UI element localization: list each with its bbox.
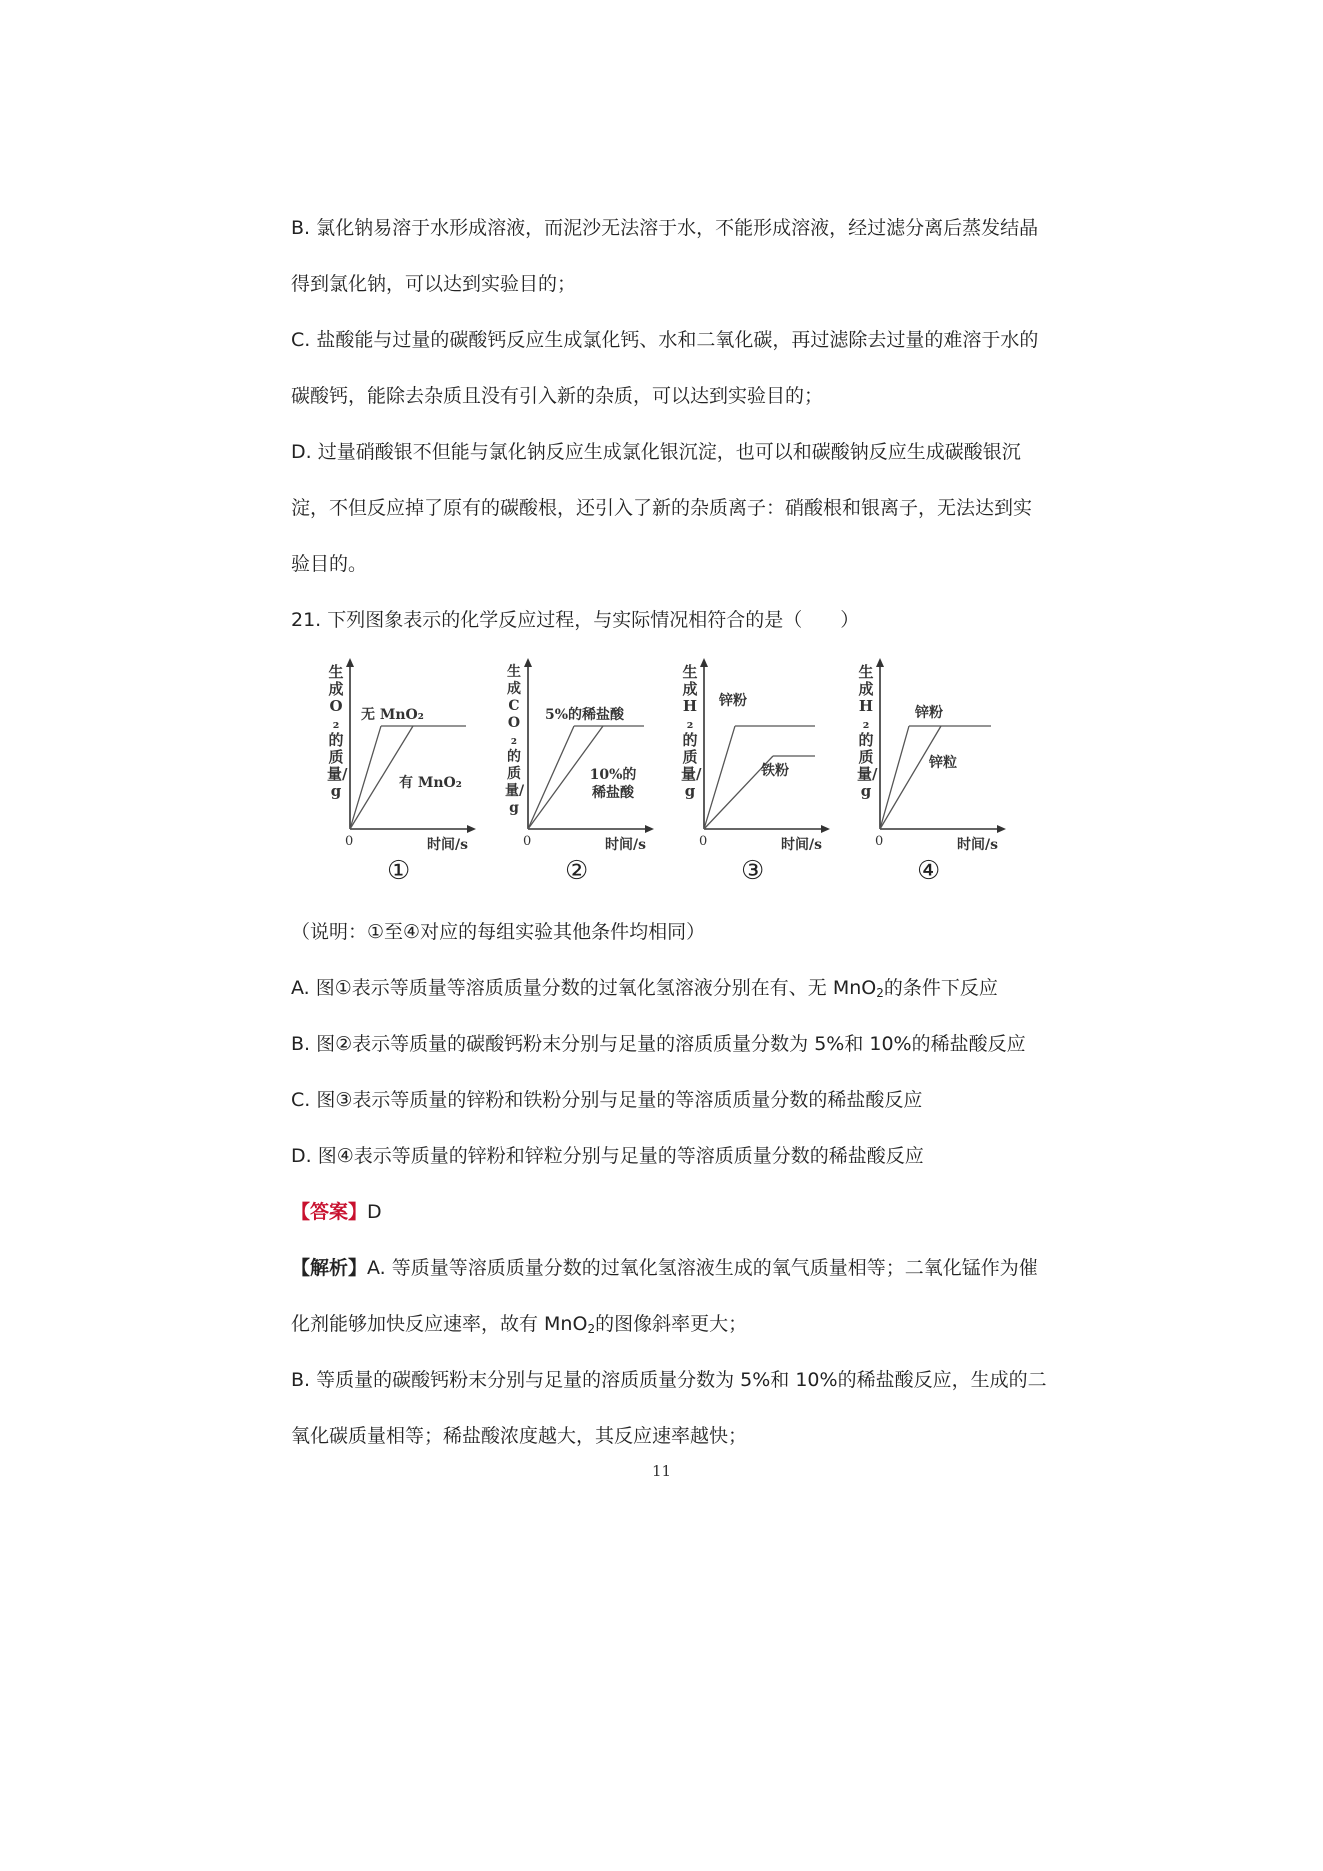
analysis-text: 的图像斜率更大； [595, 1313, 748, 1335]
graph-2-origin: 0 [523, 834, 532, 849]
text-line: C. 盐酸能与过量的碳酸钙反应生成氯化钙、水和二氧化碳，再过滤除去过量的难溶于水的 [291, 329, 1039, 351]
analysis-label: 【解析】 [291, 1257, 368, 1279]
text-line: 验目的。 [291, 553, 368, 575]
graph-2-curve-label: 5%的稀盐酸 [545, 707, 625, 723]
subscript: 2 [876, 986, 884, 1000]
graph-4-origin: 0 [875, 834, 884, 849]
text-line: B. 氯化钠易溶于水形成溶液，而泥沙无法溶于水，不能形成溶液，经过滤分离后蒸发结晶 [291, 217, 1039, 239]
option-a [291, 960, 1036, 1016]
option-c: C. 图③表示等质量的锌粉和铁粉分别与足量的等溶质质量分数的稀盐酸反应 [291, 1089, 923, 1111]
option-b: B. 图②表示等质量的碳酸钙粉末分别与足量的溶质质量分数为 5%和 10%的稀盐酸反应 [291, 1033, 1026, 1055]
graph-2-xlabel: 时间/s [605, 837, 646, 853]
graph-4-number: ④ [917, 856, 941, 886]
text-line: 碳酸钙，能除去杂质且没有引入新的杂质，可以达到实验目的； [291, 385, 824, 407]
analysis-text: A. 等质量等溶质质量分数的过氧化氢溶液生成的氧气质量相等；二氧化锰作为催 [367, 1257, 1038, 1279]
graph-3-curve-label: 铁粉 [761, 763, 789, 779]
graph-4-curve-label: 锌粉 [915, 705, 943, 721]
graph-1-curve-label: 无 MnO₂ [361, 707, 424, 723]
graph-4 [831, 654, 1006, 894]
graph-2-ylabel: 生成CO₂的质量/g [505, 664, 525, 816]
graph-4-curve-label: 锌粒 [929, 755, 957, 771]
graph-1-ylabel: 生成O₂的质量/g [327, 663, 348, 800]
graph-3-ylabel: 生成H₂的质量/g [681, 663, 702, 800]
graph-3-origin: 0 [699, 834, 708, 849]
graph-3-xlabel: 时间/s [781, 837, 822, 853]
analysis-line [291, 1296, 1036, 1352]
graph-3-number: ③ [741, 856, 765, 886]
graph-1-number: ① [387, 856, 411, 886]
option-d: D. 图④表示等质量的锌粉和锌粒分别与足量的等溶质质量分数的稀盐酸反应 [291, 1145, 924, 1167]
page-number: 11 [651, 1462, 672, 1480]
subscript: 2 [587, 1322, 596, 1336]
text-line: 得到氯化钠，可以达到实验目的； [291, 273, 577, 295]
graph-4-xlabel: 时间/s [957, 837, 998, 853]
analysis-line [291, 1240, 1036, 1296]
graph-2 [479, 654, 654, 894]
text-line: 淀，不但反应掉了原有的碳酸根，还引入了新的杂质离子：硝酸根和银离子，无法达到实 [291, 497, 1033, 519]
graph-3-curve-label: 锌粉 [719, 693, 747, 709]
graph-1 [301, 654, 476, 894]
text-line: D. 过量硝酸银不但能与氯化钠反应生成氯化银沉淀，也可以和碳酸钠反应生成碳酸银沉 [291, 441, 1021, 463]
graph-1-curve-label: 有 MnO₂ [399, 775, 462, 791]
question-note: （说明：①至④对应的每组实验其他条件均相同） [291, 921, 706, 943]
graph-1-origin: 0 [345, 834, 354, 849]
analysis-text: 化剂能够加快反应速率，故有 MnO [291, 1313, 588, 1335]
answer-line [291, 1184, 1036, 1240]
figure-row [291, 654, 1036, 904]
analysis-line: 氧化碳质量相等；稀盐酸浓度越大，其反应速率越快； [291, 1425, 748, 1447]
analysis-line: B. 等质量的碳酸钙粉末分别与足量的溶质质量分数为 5%和 10%的稀盐酸反应，生成的二 [291, 1369, 1047, 1391]
answer-label: 【答案】 [291, 1201, 368, 1223]
question-stem: 21. 下列图象表示的化学反应过程，与实际情况相符合的是（ ） [291, 609, 860, 631]
graph-3 [655, 654, 830, 894]
graph-4-ylabel: 生成H₂的质量/g [857, 663, 878, 800]
option-a-text: A. 图①表示等质量等溶质质量分数的过氧化氢溶液分别在有、无 MnO [291, 977, 877, 999]
answer-value: D [367, 1201, 382, 1223]
graph-2-number: ② [565, 856, 589, 886]
graph-2-curve-label: 10%的稀盐酸 [589, 767, 637, 801]
graph-1-xlabel: 时间/s [427, 837, 468, 853]
page-content [291, 200, 1047, 1464]
option-a-text: 的条件下反应 [883, 977, 998, 999]
